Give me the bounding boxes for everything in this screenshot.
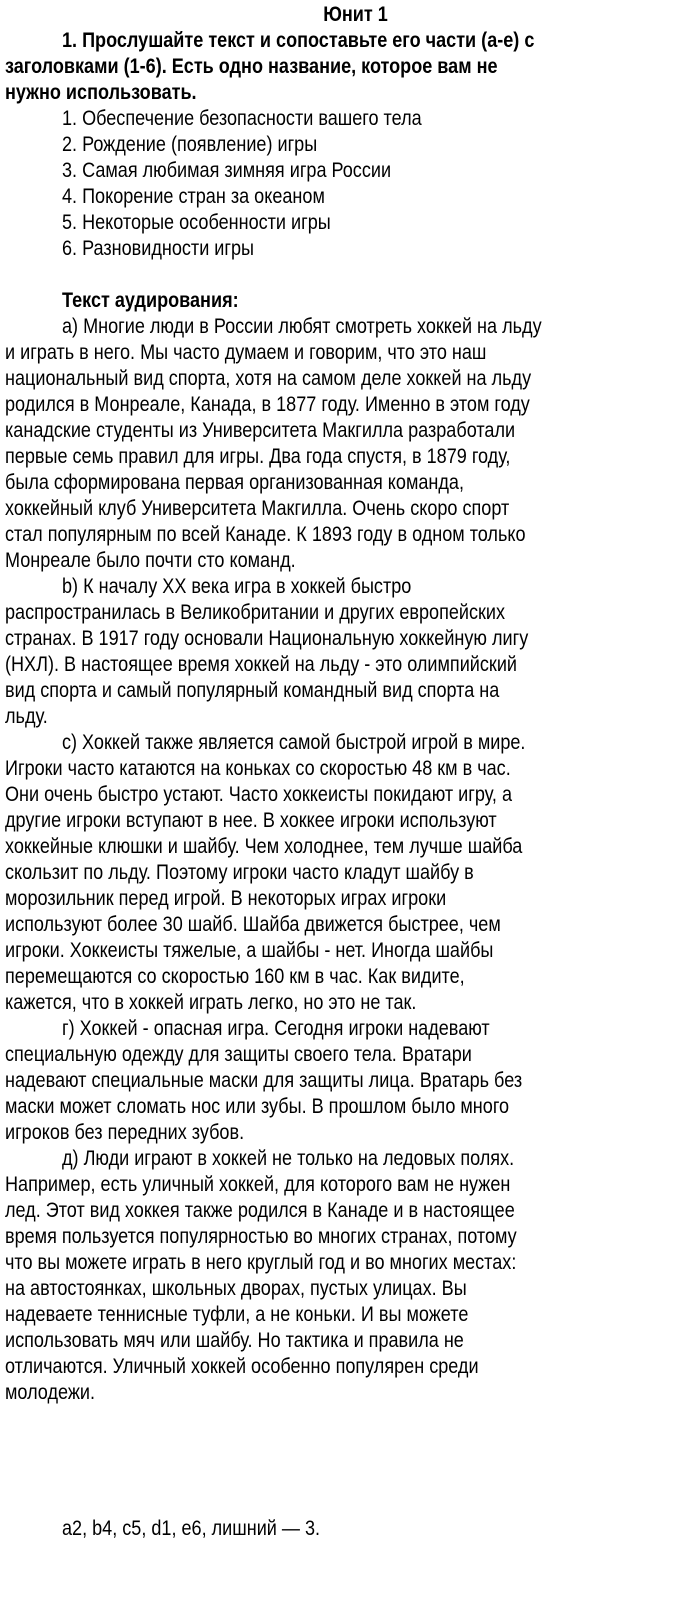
listening-label: Текст аудирования: (62, 289, 239, 312)
heading-option: 6. Разновидности игры (62, 237, 255, 260)
task-line: 1. Прослушайте текст и сопоставьте его части (a-e) с (62, 29, 535, 52)
task-line: нужно использовать. (5, 81, 197, 104)
unit-title: Юнит 1 (323, 3, 389, 26)
heading-option: 3. Самая любимая зимняя игра России (62, 159, 392, 182)
paragraph-c: c) Хоккей также является самой быстрой игрой в мире. Игроки часто катаются на коньках со скоростью 48 км в час. Они очень быстро устают. Часто хоккеисты покидают игру, а другие игроки вступают в нее. В хоккее игроки используют хоккейные клюшки и шайбу. Чем холоднее, тем лучше шайба скользит по льду. Поэтому игроки часто кладут шайбу в морозильник перед игрой. В некоторых играх игроки используют более 30 шайб. Шайба движется быстрее, чем игроки. Хоккеисты тяжелые, а шайбы - нет. Иногда шайбы перемещаются со скоростью 160 км в час. Как видите, кажется, что в хоккей играть легко, но это не так. (5, 731, 526, 1014)
document-page (5, 2, 687, 1406)
paragraph-d: г) Хоккей - опасная игра. Сегодня игроки надевают специальную одежду для защиты своего тела. Вратари надевают специальные маски для защиты лица. Вратарь без маски может сломать нос или зубы. В прошлом было много игроков без передних зубов. (5, 1017, 523, 1144)
paragraph-b: b) К началу XX века игра в хоккей быстро распространилась в Великобритании и других европейских странах. В 1917 году основали Национальную хоккейную лигу (НХЛ). В настоящее время хоккей на льду - это олимпийский вид спорта и самый популярный командный вид спорта на льду. (5, 575, 529, 728)
paragraph-a: а) Многие люди в России любят смотреть хоккей на льду и играть в него. Мы часто думаем и говорим, что это наш национальный вид спорта, хотя на самом деле хоккей на льду родился в Монреале, Канада, в 1877 году. Именно в этом году канадские студенты из Университета Макгилла разработали первые семь правил для игры. Два года спустя, в 1879 году, была сформирована первая организованная команда, хоккейный клуб Университета Макгилла. Очень скоро спорт стал популярным по всей Канаде. К 1893 году в одном только Монреале было почти сто команд. (5, 315, 542, 572)
answer-key: a2, b4, c5, d1, e6, лишний — 3. (62, 1517, 321, 1540)
spacer (5, 262, 687, 288)
heading-option: 5. Некоторые особенности игры (62, 211, 331, 234)
heading-option: 2. Рождение (появление) игры (62, 133, 318, 156)
paragraph-e: д) Люди играют в хоккей не только на ледовых полях. Например, есть уличный хоккей, для которого вам не нужен лед. Этот вид хоккея также родился в Канаде и в настоящее время пользуется популярностью во многих странах, потому что вы можете играть в него круглый год и во многих местах: на автостоянках, школьных дворах, пустых улицах. Вы надеваете теннисные туфли, а не коньки. И вы можете использовать мяч или шайбу. Но тактика и правила не отличаются. Уличный хоккей особенно популярен среди молодежи. (5, 1147, 517, 1404)
heading-option: 4. Покорение стран за океаном (62, 185, 325, 208)
task-line: заголовками (1-6). Есть одно название, которое вам не (5, 55, 498, 78)
heading-option: 1. Обеспечение безопасности вашего тела (62, 107, 422, 130)
